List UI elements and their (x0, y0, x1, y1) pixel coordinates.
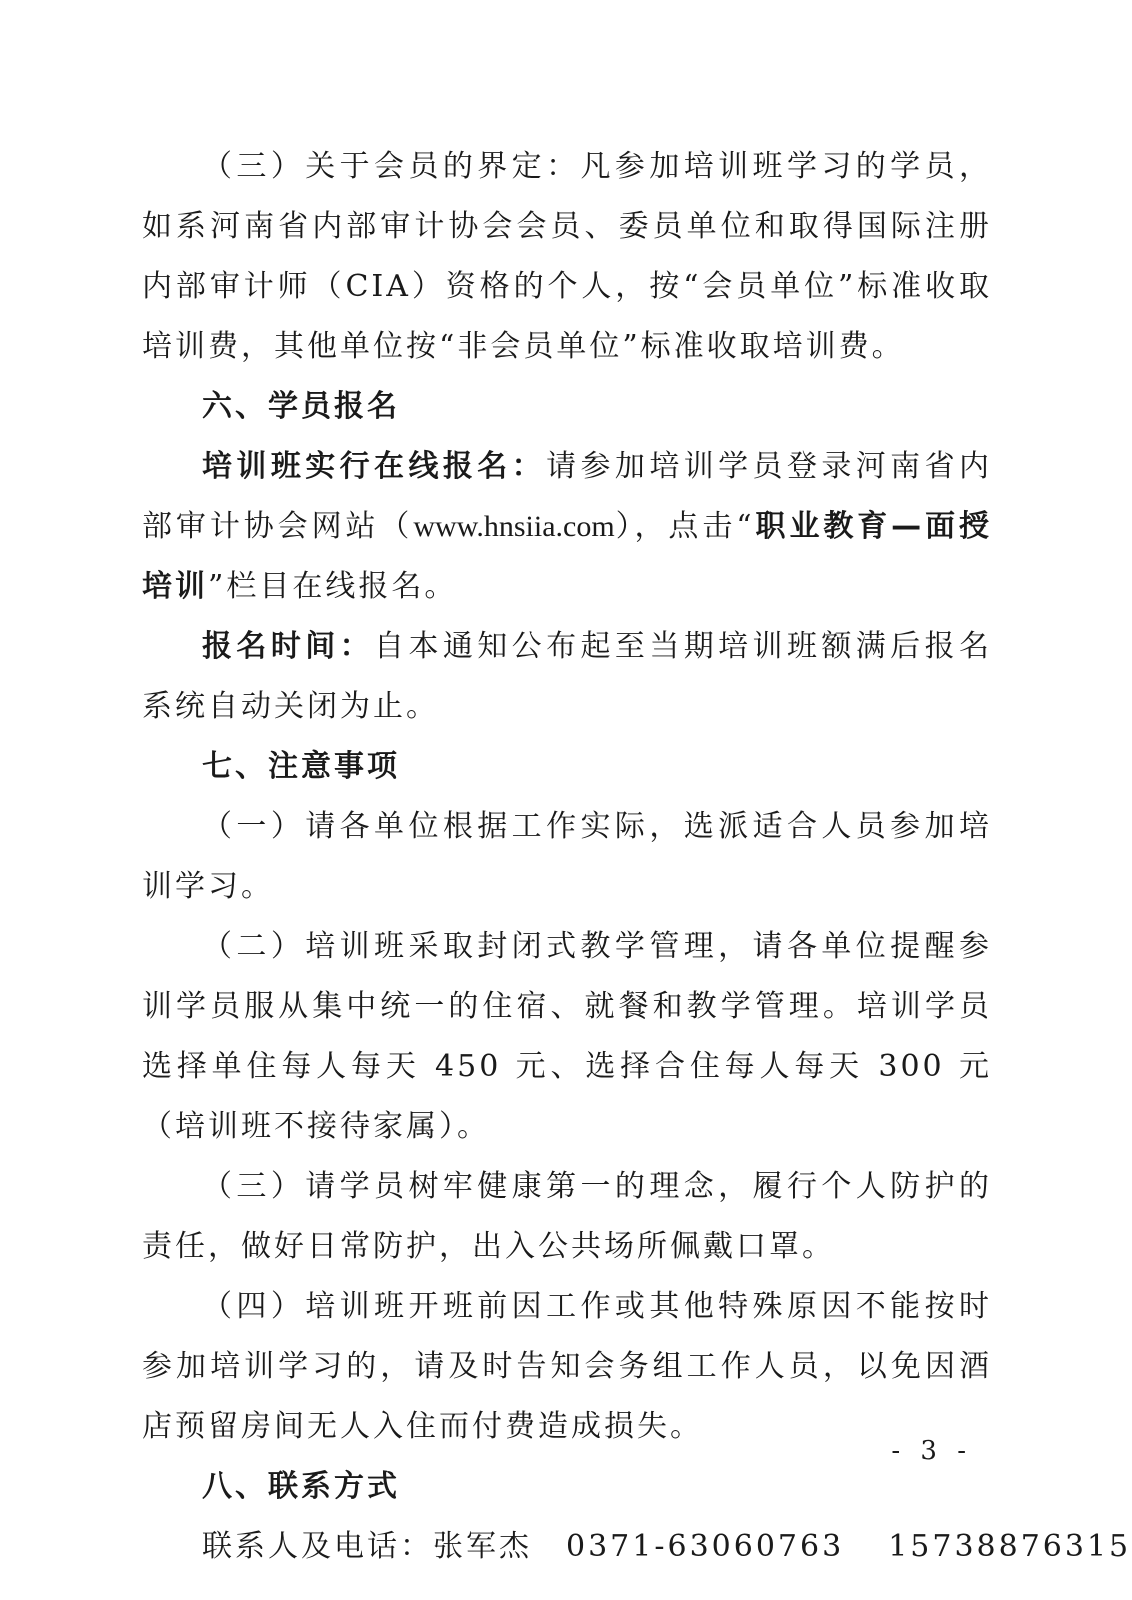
section-heading-registration: 六、学员报名 (202, 389, 400, 424)
member-definition-paragraph: （三）关于会员的界定：凡参加培训班学习的学员，如系河南省内部审计协会会员、委员单位和取得国际注册内部审计师（CIA）资格的个人，按“会员单位”标准收取培训费，其他单位按“非会员单位”标准收取培训费。 (142, 149, 992, 364)
contact-line (142, 1517, 1132, 1577)
note-item-3: （三）请学员树牢健康第一的理念，履行个人防护的责任，做好日常防护，出入公共场所佩戴口罩。 (142, 1169, 992, 1264)
contact-label: 联系人及电话： (202, 1529, 433, 1564)
online-registration-text-2: ），点击“ (614, 509, 755, 544)
section-heading-contact: 八、联系方式 (202, 1469, 400, 1504)
contact-phone: 0371-63060763 (566, 1529, 845, 1564)
contact-name: 张军杰 (433, 1529, 532, 1564)
note-item-2: （二）培训班采取封闭式教学管理，请各单位提醒参训学员服从集中统一的住宿、就餐和教学管理。培训学员选择单住每人每天 450 元、选择合住每人每天 300 元（培训班不接待家属）。 (142, 929, 992, 1144)
registration-time-paragraph (142, 617, 992, 737)
online-registration-label: 培训班实行在线报名： (202, 449, 547, 484)
registration-time-label: 报名时间： (202, 629, 375, 664)
registration-time-text: 自本通知公布起至当期培训班额满后报名系统自动关闭为止。 (142, 629, 993, 724)
note-item-1: （一）请各单位根据工作实际，选派适合人员参加培训学习。 (142, 809, 992, 904)
document-body (142, 137, 1132, 1577)
note-item-4: （四）培训班开班前因工作或其他特殊原因不能按时参加培训学习的，请及时告知会务组工作人员，以免因酒店预留房间无人入住而付费造成损失。 (142, 1289, 992, 1444)
online-registration-text: 请参加培训学员登录河南省内部审计协会网站（ (142, 449, 993, 544)
section-heading-notes: 七、注意事项 (202, 749, 400, 784)
column-name: 职业教育—面授培训 (142, 509, 993, 604)
online-registration-paragraph (142, 437, 992, 617)
contact-mobile: 15738876315 (888, 1529, 1132, 1564)
page-number: - 3 - (891, 1436, 972, 1466)
online-registration-text-3: ”栏目在线报名。 (208, 569, 458, 604)
website-url: www.hnsiia.com (413, 510, 615, 543)
